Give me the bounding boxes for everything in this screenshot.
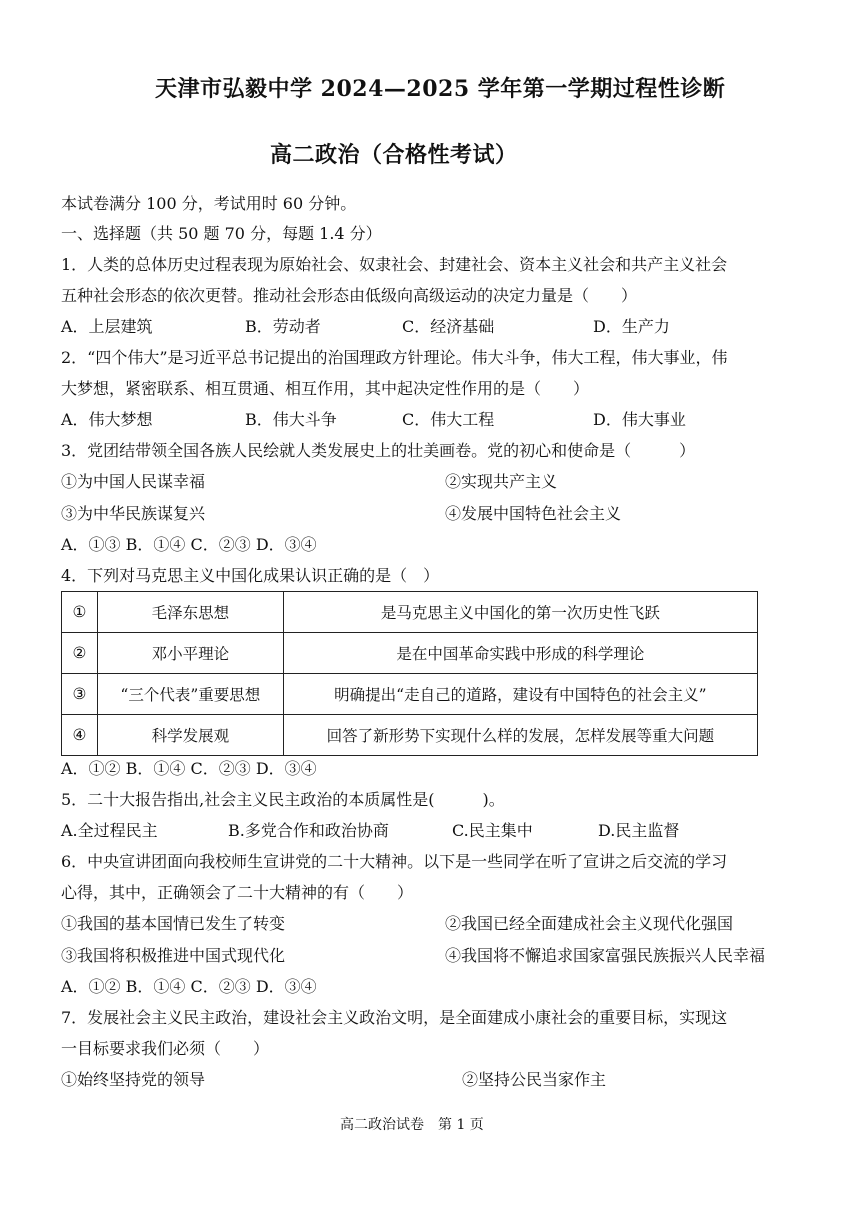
q6-stem-line-2: 心得，其中，正确领会了二十大精神的有（ ） <box>61 883 414 902</box>
section-heading: 一、选择题（共 50 题 70 分，每题 1.4 分） <box>61 224 382 243</box>
q3-answer-choices: A．①③ B．①④ C．②③ D．③④ <box>61 535 317 554</box>
q4-row-number: ③ <box>62 674 98 715</box>
page-footer: 高二政治试卷 第 1 页 <box>340 1117 484 1133</box>
q3-stem: 3．党团结带领全国各族人民绘就人类发展史上的壮美画卷。党的初心和使命是（ ） <box>61 441 696 460</box>
table-row <box>62 633 758 674</box>
q4-row-name: “三个代表”重要思想 <box>97 674 283 715</box>
q3-item-3: ③为中华民族谋复兴 <box>61 504 206 523</box>
q6-item-3: ③我国将积极推进中国式现代化 <box>61 946 286 965</box>
q4-row-name: 科学发展观 <box>97 715 283 756</box>
q4-row-name: 毛泽东思想 <box>97 592 283 633</box>
q4-row-number: ② <box>62 633 98 674</box>
q6-item-1: ①我国的基本国情已发生了转变 <box>61 914 286 933</box>
q7-stem-line-2: 一目标要求我们必须（ ） <box>61 1039 270 1058</box>
q4-row-number: ① <box>62 592 98 633</box>
q7-item-1: ①始终坚持党的领导 <box>61 1070 206 1089</box>
q5-option-b: B.多党合作和政治协商 <box>228 821 389 840</box>
q5-option-d: D.民主监督 <box>598 821 680 840</box>
q6-stem-line-1: 6．中央宣讲团面向我校师生宣讲党的二十大精神。以下是一些同学在听了宣讲之后交流的学习 <box>61 852 728 871</box>
table-row <box>62 674 758 715</box>
table-row <box>62 592 758 633</box>
q2-option-b: B．伟大斗争 <box>245 410 337 429</box>
q5-option-c: C.民主集中 <box>452 821 533 840</box>
exam-note: 本试卷满分 100 分，考试用时 60 分钟。 <box>61 194 357 213</box>
q3-item-4: ④发展中国特色社会主义 <box>445 504 622 523</box>
q4-answer-choices: A．①② B．①④ C．②③ D．③④ <box>61 759 317 778</box>
q3-item-2: ②实现共产主义 <box>445 472 558 491</box>
q4-stem: 4．下列对马克思主义中国化成果认识正确的是（ ） <box>61 566 440 585</box>
q4-row-name: 邓小平理论 <box>97 633 283 674</box>
q4-row-description: 明确提出“走自己的道路，建设有中国特色的社会主义” <box>283 674 757 715</box>
q6-answer-choices: A．①② B．①④ C．②③ D．③④ <box>61 977 317 996</box>
q4-row-description: 是在中国革命实践中形成的科学理论 <box>283 633 757 674</box>
q1-option-d: D．生产力 <box>593 317 670 336</box>
q2-option-d: D．伟大事业 <box>593 410 686 429</box>
q4-table <box>61 591 758 756</box>
q2-option-a: A．伟大梦想 <box>61 410 153 429</box>
q4-row-description: 回答了新形势下实现什么样的发展，怎样发展等重大问题 <box>283 715 757 756</box>
page-title: 天津市弘毅中学 2024—2025 学年第一学期过程性诊断 <box>155 76 726 102</box>
q5-stem: 5．二十大报告指出,社会主义民主政治的本质属性是( )。 <box>61 790 505 809</box>
q7-item-2: ②坚持公民当家作主 <box>462 1070 607 1089</box>
q1-option-b: B．劳动者 <box>245 317 321 336</box>
q1-option-a: A．上层建筑 <box>61 317 153 336</box>
q2-stem-line-1: 2．“四个伟大”是习近平总书记提出的治国理政方针理论。伟大斗争，伟大工程，伟大事业，伟 <box>61 348 728 367</box>
q4-row-description: 是马克思主义中国化的第一次历史性飞跃 <box>283 592 757 633</box>
table-row <box>62 715 758 756</box>
q1-option-c: C．经济基础 <box>402 317 495 336</box>
page-subtitle: 高二政治（合格性考试） <box>270 142 518 168</box>
q1-stem-line-1: 1．人类的总体历史过程表现为原始社会、奴隶社会、封建社会、资本主义社会和共产主义社会 <box>61 255 728 274</box>
q2-option-c: C．伟大工程 <box>402 410 495 429</box>
q6-item-4: ④我国将不懈追求国家富强民族振兴人民幸福 <box>445 946 766 965</box>
q5-option-a: A.全过程民主 <box>61 821 158 840</box>
q2-stem-line-2: 大梦想，紧密联系、相互贯通、相互作用，其中起决定性作用的是（ ） <box>61 379 590 398</box>
q7-stem-line-1: 7．发展社会主义民主政治，建设社会主义政治文明，是全面建成小康社会的重要目标，实现这 <box>61 1008 728 1027</box>
q6-item-2: ②我国已经全面建成社会主义现代化强国 <box>445 914 734 933</box>
q4-row-number: ④ <box>62 715 98 756</box>
q1-stem-line-2: 五种社会形态的依次更替。推动社会形态由低级向高级运动的决定力量是（ ） <box>61 286 638 305</box>
q3-item-1: ①为中国人民谋幸福 <box>61 472 206 491</box>
